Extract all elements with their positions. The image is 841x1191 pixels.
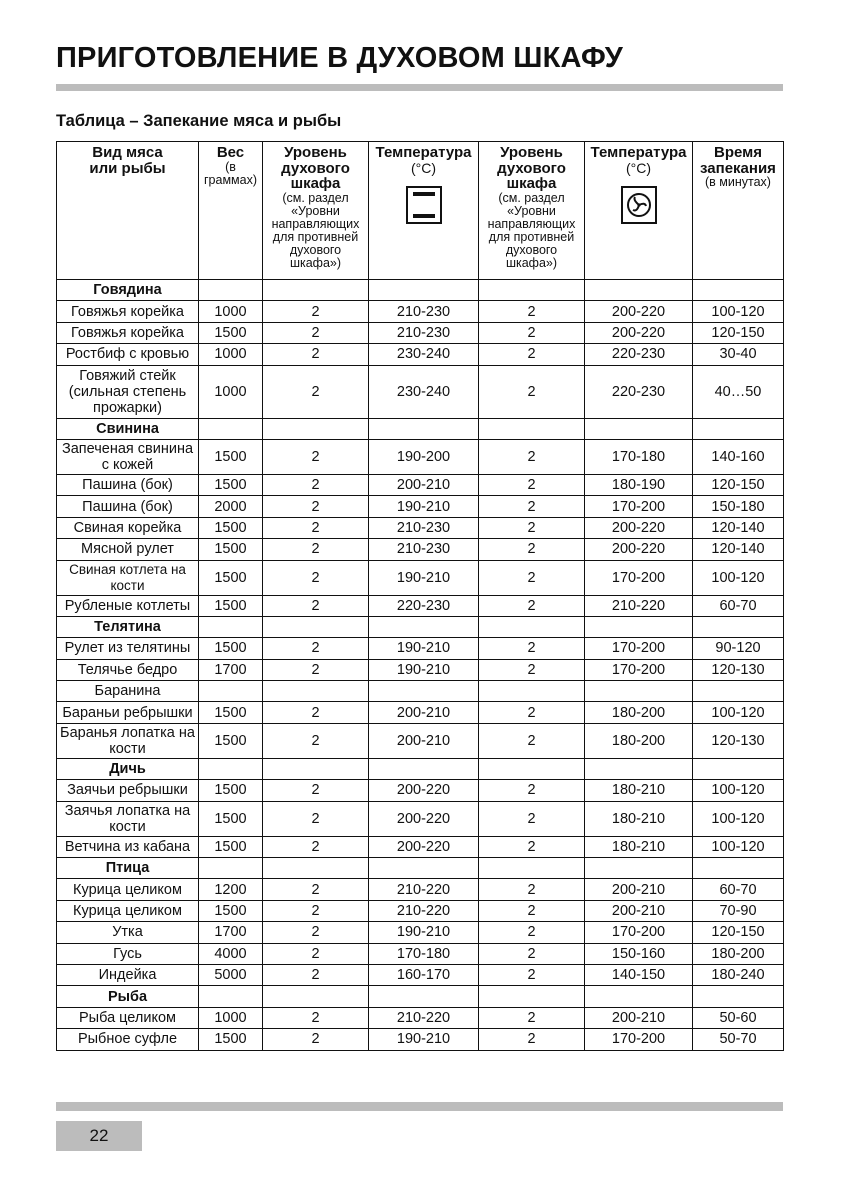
temperature-1-cell: 210-230 bbox=[369, 322, 479, 343]
header-oven-level-2: Уровень духового шкафа (см. раздел «Уровни направляющих для противней духового шкафа») bbox=[479, 142, 585, 280]
oven-level-2-cell: 2 bbox=[479, 836, 585, 857]
table-row bbox=[57, 723, 784, 758]
oven-level-2-cell: 2 bbox=[479, 1007, 585, 1028]
weight-cell: 1500 bbox=[199, 702, 263, 723]
cooking-time-cell: 120-150 bbox=[693, 322, 784, 343]
weight-cell: 1500 bbox=[199, 595, 263, 616]
dish-name-cell: Баранья лопатка на кости bbox=[57, 723, 199, 758]
oven-level-2-cell: 2 bbox=[479, 517, 585, 538]
empty-cell bbox=[199, 758, 263, 779]
weight-cell: 1000 bbox=[199, 365, 263, 418]
temperature-2-cell: 170-200 bbox=[585, 560, 693, 595]
oven-level-1-cell: 2 bbox=[263, 723, 369, 758]
header-oven-level-1: Уровень духового шкафа (см. раздел «Уровни направляющих для противней духового шкафа») bbox=[263, 142, 369, 280]
temperature-2-cell: 220-230 bbox=[585, 344, 693, 365]
oven-top-bottom-heat-icon bbox=[371, 186, 476, 228]
cooking-time-cell: 120-130 bbox=[693, 659, 784, 680]
dish-name-cell: Мясной рулет bbox=[57, 539, 199, 560]
temperature-1-cell: 190-210 bbox=[369, 496, 479, 517]
table-row bbox=[57, 801, 784, 836]
temperature-2-cell: 200-220 bbox=[585, 517, 693, 538]
dish-name-cell: Бараньи ребрышки bbox=[57, 702, 199, 723]
empty-cell bbox=[263, 986, 369, 1007]
cooking-time-cell: 100-120 bbox=[693, 301, 784, 322]
table-row bbox=[57, 1007, 784, 1028]
temperature-1-cell: 230-240 bbox=[369, 365, 479, 418]
oven-level-2-cell: 2 bbox=[479, 964, 585, 985]
temperature-1-cell: 230-240 bbox=[369, 344, 479, 365]
temperature-2-cell: 180-200 bbox=[585, 723, 693, 758]
oven-level-2-cell: 2 bbox=[479, 344, 585, 365]
empty-cell bbox=[693, 681, 784, 702]
dish-name-cell: Рулет из телятины bbox=[57, 638, 199, 659]
oven-level-2-cell: 2 bbox=[479, 702, 585, 723]
oven-level-1-cell: 2 bbox=[263, 659, 369, 680]
temperature-2-cell: 200-210 bbox=[585, 900, 693, 921]
dish-name-cell: Говяжья корейка bbox=[57, 301, 199, 322]
dish-name-cell: Говяжья корейка bbox=[57, 322, 199, 343]
temperature-2-cell: 220-230 bbox=[585, 365, 693, 418]
temperature-1-cell: 190-210 bbox=[369, 659, 479, 680]
cooking-time-cell: 120-140 bbox=[693, 517, 784, 538]
empty-cell bbox=[263, 758, 369, 779]
temperature-1-cell: 220-230 bbox=[369, 595, 479, 616]
dish-name-cell: Заячья лопатка на кости bbox=[57, 801, 199, 836]
oven-level-1-cell: 2 bbox=[263, 517, 369, 538]
table-row bbox=[57, 638, 784, 659]
oven-level-1-cell: 2 bbox=[263, 496, 369, 517]
weight-cell: 2000 bbox=[199, 496, 263, 517]
roasting-table bbox=[56, 141, 784, 1051]
cooking-time-cell: 30-40 bbox=[693, 344, 784, 365]
temperature-1-cell: 200-220 bbox=[369, 836, 479, 857]
oven-level-1-cell: 2 bbox=[263, 900, 369, 921]
empty-cell bbox=[263, 418, 369, 439]
empty-cell bbox=[479, 280, 585, 301]
cooking-time-cell: 60-70 bbox=[693, 879, 784, 900]
temperature-1-cell: 190-210 bbox=[369, 638, 479, 659]
weight-cell: 1500 bbox=[199, 539, 263, 560]
temperature-1-cell: 200-210 bbox=[369, 702, 479, 723]
empty-cell bbox=[693, 418, 784, 439]
weight-cell: 1500 bbox=[199, 322, 263, 343]
oven-level-2-cell: 2 bbox=[479, 900, 585, 921]
weight-cell: 1500 bbox=[199, 836, 263, 857]
table-row bbox=[57, 517, 784, 538]
category-row bbox=[57, 681, 784, 702]
temperature-2-cell: 140-150 bbox=[585, 964, 693, 985]
oven-level-1-cell: 2 bbox=[263, 702, 369, 723]
dish-name-cell: Индейка bbox=[57, 964, 199, 985]
weight-cell: 1500 bbox=[199, 638, 263, 659]
oven-fan-icon bbox=[587, 186, 690, 228]
oven-level-1-cell: 2 bbox=[263, 836, 369, 857]
oven-level-2-cell: 2 bbox=[479, 301, 585, 322]
oven-level-2-cell: 2 bbox=[479, 496, 585, 517]
oven-level-1-cell: 2 bbox=[263, 595, 369, 616]
temperature-1-cell: 200-210 bbox=[369, 474, 479, 495]
oven-level-2-cell: 2 bbox=[479, 780, 585, 801]
cooking-time-cell: 100-120 bbox=[693, 702, 784, 723]
empty-cell bbox=[585, 986, 693, 1007]
empty-cell bbox=[693, 858, 784, 879]
table-row bbox=[57, 539, 784, 560]
category-label: Говядина bbox=[57, 280, 199, 301]
category-row bbox=[57, 858, 784, 879]
empty-cell bbox=[479, 616, 585, 637]
table-row bbox=[57, 344, 784, 365]
oven-level-2-cell: 2 bbox=[479, 659, 585, 680]
table-row bbox=[57, 439, 784, 474]
oven-level-1-cell: 2 bbox=[263, 344, 369, 365]
dish-name-cell: Рубленые котлеты bbox=[57, 595, 199, 616]
dish-name-cell: Свиная корейка bbox=[57, 517, 199, 538]
table-row bbox=[57, 322, 784, 343]
category-label: Птица bbox=[57, 858, 199, 879]
cooking-time-cell: 100-120 bbox=[693, 801, 784, 836]
oven-level-1-cell: 2 bbox=[263, 1029, 369, 1050]
empty-cell bbox=[585, 681, 693, 702]
empty-cell bbox=[199, 280, 263, 301]
empty-cell bbox=[585, 758, 693, 779]
empty-cell bbox=[369, 616, 479, 637]
oven-level-2-cell: 2 bbox=[479, 595, 585, 616]
dish-name-cell: Запеченая свинина с кожей bbox=[57, 439, 199, 474]
table-row bbox=[57, 879, 784, 900]
cooking-time-cell: 70-90 bbox=[693, 900, 784, 921]
weight-cell: 1500 bbox=[199, 560, 263, 595]
oven-level-2-cell: 2 bbox=[479, 723, 585, 758]
temperature-2-cell: 180-190 bbox=[585, 474, 693, 495]
cooking-time-cell: 100-120 bbox=[693, 836, 784, 857]
category-label: Рыба bbox=[57, 986, 199, 1007]
oven-level-2-cell: 2 bbox=[479, 922, 585, 943]
temperature-1-cell: 190-210 bbox=[369, 1029, 479, 1050]
category-row bbox=[57, 986, 784, 1007]
header-cooking-time: Время запекания (в минутах) bbox=[693, 142, 784, 280]
empty-cell bbox=[199, 681, 263, 702]
empty-cell bbox=[263, 616, 369, 637]
dish-name-cell: Телячье бедро bbox=[57, 659, 199, 680]
table-row bbox=[57, 943, 784, 964]
cooking-time-cell: 120-150 bbox=[693, 474, 784, 495]
table-row bbox=[57, 595, 784, 616]
temperature-2-cell: 170-200 bbox=[585, 922, 693, 943]
oven-level-2-cell: 2 bbox=[479, 943, 585, 964]
empty-cell bbox=[693, 758, 784, 779]
category-row bbox=[57, 758, 784, 779]
cooking-time-cell: 150-180 bbox=[693, 496, 784, 517]
weight-cell: 5000 bbox=[199, 964, 263, 985]
table-row bbox=[57, 659, 784, 680]
empty-cell bbox=[263, 858, 369, 879]
table-row bbox=[57, 560, 784, 595]
table-header-row bbox=[57, 142, 784, 280]
table-row bbox=[57, 365, 784, 418]
table-row bbox=[57, 301, 784, 322]
dish-name-cell: Свиная котлета на кости bbox=[57, 560, 199, 595]
cooking-time-cell: 90-120 bbox=[693, 638, 784, 659]
temperature-2-cell: 170-200 bbox=[585, 1029, 693, 1050]
temperature-2-cell: 200-220 bbox=[585, 539, 693, 560]
category-row bbox=[57, 280, 784, 301]
empty-cell bbox=[369, 280, 479, 301]
empty-cell bbox=[479, 681, 585, 702]
empty-cell bbox=[263, 681, 369, 702]
oven-level-1-cell: 2 bbox=[263, 539, 369, 560]
oven-level-1-cell: 2 bbox=[263, 560, 369, 595]
empty-cell bbox=[585, 280, 693, 301]
temperature-1-cell: 190-210 bbox=[369, 560, 479, 595]
oven-level-1-cell: 2 bbox=[263, 922, 369, 943]
temperature-2-cell: 200-220 bbox=[585, 301, 693, 322]
weight-cell: 1700 bbox=[199, 659, 263, 680]
weight-cell: 1500 bbox=[199, 801, 263, 836]
dish-name-cell: Ростбиф с кровью bbox=[57, 344, 199, 365]
weight-cell: 1200 bbox=[199, 879, 263, 900]
oven-level-1-cell: 2 bbox=[263, 301, 369, 322]
oven-level-1-cell: 2 bbox=[263, 474, 369, 495]
dish-name-cell: Курица целиком bbox=[57, 900, 199, 921]
oven-level-2-cell: 2 bbox=[479, 801, 585, 836]
temperature-2-cell: 170-200 bbox=[585, 638, 693, 659]
cooking-time-cell: 50-60 bbox=[693, 1007, 784, 1028]
oven-level-2-cell: 2 bbox=[479, 560, 585, 595]
cooking-time-cell: 50-70 bbox=[693, 1029, 784, 1050]
oven-level-1-cell: 2 bbox=[263, 801, 369, 836]
temperature-2-cell: 180-210 bbox=[585, 836, 693, 857]
oven-level-2-cell: 2 bbox=[479, 539, 585, 560]
footer-divider bbox=[56, 1102, 783, 1111]
empty-cell bbox=[199, 616, 263, 637]
cooking-time-cell: 140-160 bbox=[693, 439, 784, 474]
temperature-1-cell: 170-180 bbox=[369, 943, 479, 964]
oven-level-1-cell: 2 bbox=[263, 964, 369, 985]
cooking-time-cell: 180-240 bbox=[693, 964, 784, 985]
header-temperature-2: Температура (°С) bbox=[585, 142, 693, 280]
weight-cell: 1000 bbox=[199, 1007, 263, 1028]
dish-name-cell: Ветчина из кабана bbox=[57, 836, 199, 857]
temperature-1-cell: 210-230 bbox=[369, 517, 479, 538]
category-row bbox=[57, 418, 784, 439]
weight-cell: 1700 bbox=[199, 922, 263, 943]
oven-level-2-cell: 2 bbox=[479, 638, 585, 659]
empty-cell bbox=[369, 681, 479, 702]
temperature-1-cell: 210-220 bbox=[369, 879, 479, 900]
empty-cell bbox=[369, 858, 479, 879]
weight-cell: 1000 bbox=[199, 344, 263, 365]
temperature-2-cell: 170-180 bbox=[585, 439, 693, 474]
category-label: Телятина bbox=[57, 616, 199, 637]
weight-cell: 4000 bbox=[199, 943, 263, 964]
category-label: Дичь bbox=[57, 758, 199, 779]
table-row bbox=[57, 964, 784, 985]
weight-cell: 1500 bbox=[199, 1029, 263, 1050]
temperature-1-cell: 210-220 bbox=[369, 1007, 479, 1028]
empty-cell bbox=[693, 986, 784, 1007]
table-row bbox=[57, 922, 784, 943]
temperature-1-cell: 210-220 bbox=[369, 900, 479, 921]
category-row bbox=[57, 616, 784, 637]
oven-level-1-cell: 2 bbox=[263, 1007, 369, 1028]
empty-cell bbox=[585, 616, 693, 637]
weight-cell: 1500 bbox=[199, 780, 263, 801]
oven-level-2-cell: 2 bbox=[479, 365, 585, 418]
cooking-time-cell: 100-120 bbox=[693, 780, 784, 801]
temperature-2-cell: 170-200 bbox=[585, 659, 693, 680]
dish-name-cell: Рыбное суфле bbox=[57, 1029, 199, 1050]
empty-cell bbox=[199, 986, 263, 1007]
category-label: Свинина bbox=[57, 418, 199, 439]
temperature-1-cell: 200-220 bbox=[369, 780, 479, 801]
cooking-time-cell: 60-70 bbox=[693, 595, 784, 616]
header-meat-type: Вид мяса или рыбы bbox=[57, 142, 199, 280]
dish-name-cell: Заячьи ребрышки bbox=[57, 780, 199, 801]
oven-level-1-cell: 2 bbox=[263, 439, 369, 474]
temperature-1-cell: 190-200 bbox=[369, 439, 479, 474]
weight-cell: 1500 bbox=[199, 474, 263, 495]
temperature-2-cell: 200-220 bbox=[585, 322, 693, 343]
dish-name-cell: Гусь bbox=[57, 943, 199, 964]
temperature-1-cell: 210-230 bbox=[369, 301, 479, 322]
oven-level-1-cell: 2 bbox=[263, 879, 369, 900]
category-label: Баранина bbox=[57, 681, 199, 702]
temperature-2-cell: 180-210 bbox=[585, 780, 693, 801]
oven-level-1-cell: 2 bbox=[263, 780, 369, 801]
cooking-time-cell: 120-130 bbox=[693, 723, 784, 758]
dish-name-cell: Рыба целиком bbox=[57, 1007, 199, 1028]
title-divider bbox=[56, 84, 783, 91]
temperature-2-cell: 200-210 bbox=[585, 1007, 693, 1028]
table-row bbox=[57, 496, 784, 517]
table-row bbox=[57, 780, 784, 801]
empty-cell bbox=[479, 418, 585, 439]
weight-cell: 1500 bbox=[199, 517, 263, 538]
empty-cell bbox=[199, 418, 263, 439]
dish-name-cell: Утка bbox=[57, 922, 199, 943]
temperature-1-cell: 200-210 bbox=[369, 723, 479, 758]
weight-cell: 1500 bbox=[199, 439, 263, 474]
oven-level-2-cell: 2 bbox=[479, 322, 585, 343]
empty-cell bbox=[369, 418, 479, 439]
oven-level-1-cell: 2 bbox=[263, 322, 369, 343]
temperature-2-cell: 210-220 bbox=[585, 595, 693, 616]
weight-cell: 1500 bbox=[199, 900, 263, 921]
temperature-2-cell: 180-210 bbox=[585, 801, 693, 836]
oven-level-1-cell: 2 bbox=[263, 365, 369, 418]
empty-cell bbox=[585, 418, 693, 439]
dish-name-cell: Курица целиком bbox=[57, 879, 199, 900]
empty-cell bbox=[693, 280, 784, 301]
oven-level-1-cell: 2 bbox=[263, 943, 369, 964]
temperature-2-cell: 200-210 bbox=[585, 879, 693, 900]
weight-cell: 1500 bbox=[199, 723, 263, 758]
empty-cell bbox=[369, 986, 479, 1007]
temperature-2-cell: 180-200 bbox=[585, 702, 693, 723]
temperature-1-cell: 160-170 bbox=[369, 964, 479, 985]
cooking-time-cell: 180-200 bbox=[693, 943, 784, 964]
empty-cell bbox=[585, 858, 693, 879]
table-row bbox=[57, 702, 784, 723]
dish-name-cell: Говяжий стейк (сильная степень прожарки) bbox=[57, 365, 199, 418]
table-row bbox=[57, 836, 784, 857]
weight-cell: 1000 bbox=[199, 301, 263, 322]
empty-cell bbox=[479, 858, 585, 879]
header-weight: Вес (в граммах) bbox=[199, 142, 263, 280]
temperature-2-cell: 150-160 bbox=[585, 943, 693, 964]
cooking-time-cell: 120-140 bbox=[693, 539, 784, 560]
empty-cell bbox=[263, 280, 369, 301]
cooking-time-cell: 100-120 bbox=[693, 560, 784, 595]
empty-cell bbox=[479, 758, 585, 779]
oven-level-2-cell: 2 bbox=[479, 439, 585, 474]
cooking-time-cell: 40…50 bbox=[693, 365, 784, 418]
table-caption: Таблица – Запекание мяса и рыбы bbox=[56, 112, 342, 130]
table-row bbox=[57, 474, 784, 495]
empty-cell bbox=[479, 986, 585, 1007]
empty-cell bbox=[199, 858, 263, 879]
table-row bbox=[57, 900, 784, 921]
page-number: 22 bbox=[56, 1121, 142, 1151]
page-title: ПРИГОТОВЛЕНИЕ В ДУХОВОМ ШКАФУ bbox=[56, 42, 624, 74]
temperature-1-cell: 210-230 bbox=[369, 539, 479, 560]
cooking-time-cell: 120-150 bbox=[693, 922, 784, 943]
oven-level-1-cell: 2 bbox=[263, 638, 369, 659]
oven-level-2-cell: 2 bbox=[479, 1029, 585, 1050]
temperature-1-cell: 190-210 bbox=[369, 922, 479, 943]
oven-level-2-cell: 2 bbox=[479, 879, 585, 900]
header-temperature-1: Температура (°С) bbox=[369, 142, 479, 280]
temperature-1-cell: 200-220 bbox=[369, 801, 479, 836]
empty-cell bbox=[693, 616, 784, 637]
dish-name-cell: Пашина (бок) bbox=[57, 474, 199, 495]
table-row bbox=[57, 1029, 784, 1050]
temperature-2-cell: 170-200 bbox=[585, 496, 693, 517]
empty-cell bbox=[369, 758, 479, 779]
oven-level-2-cell: 2 bbox=[479, 474, 585, 495]
dish-name-cell: Пашина (бок) bbox=[57, 496, 199, 517]
